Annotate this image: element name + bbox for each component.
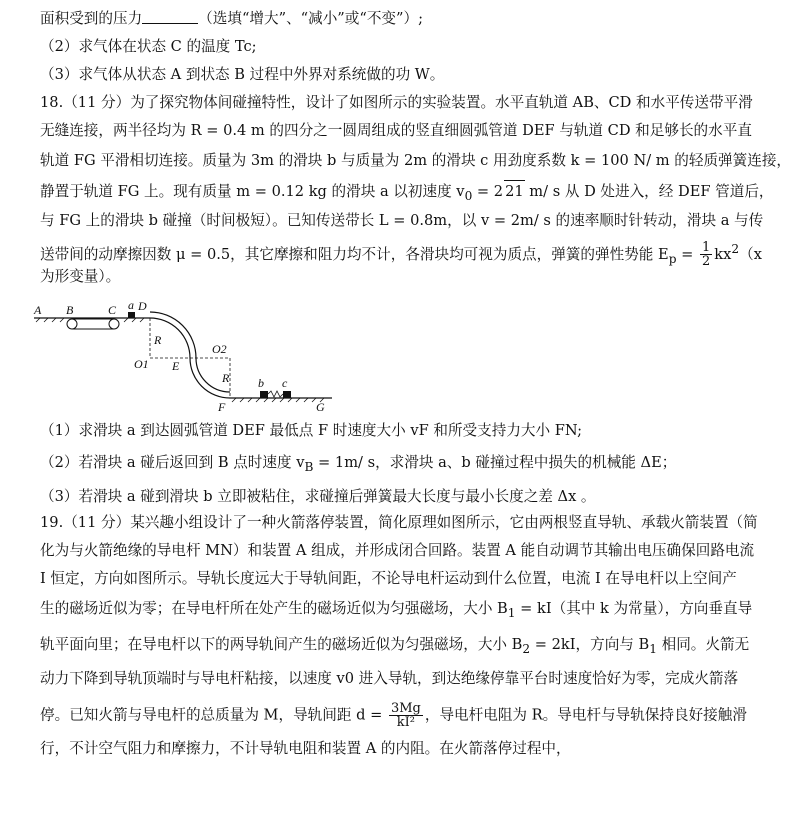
slider-a	[128, 312, 135, 318]
label-E: E	[172, 359, 180, 373]
text: 停。已知火箭与导电杆的总质量为 M，导轨间距 d =	[40, 706, 387, 724]
label-F: F	[218, 400, 226, 414]
sub-question: （3）若滑块 a 碰到滑块 b 立即被粘住，求碰撞后弹簧最大长度与最小长度之差 Δx 。	[40, 488, 596, 505]
question-18-line	[40, 238, 762, 270]
question-18-line: 无缝连接，两半径均为 R = 0.4 m 的四分之一圆周组成的竖直细圆弧管道 DEF 与轨道 CD 和足够长的水平直	[40, 122, 752, 139]
text-line	[40, 8, 423, 30]
question-19-line: 行，不计空气阻力和摩擦力，不计导轨电阻和装置 A 的内阻。在火箭落停过程中，	[40, 740, 571, 757]
question-18-line: 与 FG 上的滑块 b 碰撞（时间极短）。已知传送带长 L = 0.8m，以 v = 2m/ s 的速率顺时针转动，滑块 a 与传	[40, 212, 764, 229]
subscript: 1	[649, 641, 657, 656]
text: （x	[739, 245, 762, 263]
question-19-line	[40, 634, 749, 660]
subscript: p	[668, 251, 677, 266]
text: =	[676, 245, 699, 263]
sub-question	[40, 452, 676, 478]
numerator: 3Mg	[390, 701, 421, 716]
question-18-line: 轨道 FG 平滑相切连接。质量为 3m 的滑块 b 与质量为 2m 的滑块 c 用劲度系数 k = 100 N/ m 的轻质弹簧连接，	[40, 152, 791, 169]
question-19-line: I 恒定，方向如图所示。导轨长度远大于导轨间距，不论导电杆运动到什么位置，电流 I 在导电杆以上空间产	[40, 570, 737, 587]
slider-b	[260, 391, 268, 398]
text: 静置于轨道 FG 上。现有质量 m = 0.12 kg 的滑块 a 以初速度 v	[40, 183, 465, 200]
question-19-line	[40, 702, 747, 729]
text: = 1m/ s，求滑块 a、b 碰撞过程中损失的机械能 ΔE；	[313, 454, 677, 471]
label-a: a	[128, 298, 134, 312]
answer-blank[interactable]	[142, 9, 198, 24]
fraction	[700, 241, 712, 268]
text: 生的磁场近似为零；在导电杆所在处产生的磁场近似为匀强磁场，大小 B	[40, 600, 508, 617]
subscript: 1	[507, 605, 516, 620]
text-line: （2）求气体在状态 C 的温度 Tc;	[40, 38, 257, 55]
label-R: R	[154, 333, 162, 347]
text: （2）若滑块 a 碰后返回到 B 点时速度 v	[40, 454, 305, 471]
text: = kI（其中 k 为常量），方向垂直导	[515, 600, 753, 617]
text: = 2kI，方向与 B	[530, 636, 650, 653]
text: = 2	[472, 183, 504, 200]
question-19-line	[40, 598, 752, 624]
sqrt: 21	[504, 180, 525, 203]
label-b: b	[258, 376, 264, 390]
question-19-line: 动力下降到导轨顶端时与导电杆粘接，以速度 v0 进入导轨，到达绝缘停靠平台时速度恰好为零，完成火箭落	[40, 670, 739, 687]
label-G: G	[316, 400, 325, 414]
question-18-line	[40, 180, 774, 207]
text: kx	[714, 245, 732, 263]
label-B: B	[66, 303, 74, 317]
label-A: A	[34, 303, 42, 317]
superscript: 2	[731, 242, 740, 256]
text: （选填“增大”、“减小”或“不变”）;	[198, 10, 423, 27]
fraction	[389, 702, 423, 729]
label-c: c	[282, 376, 288, 390]
text: m/ s 从 D 处进入，经 DEF 管道后，	[524, 183, 774, 200]
slider-c	[283, 391, 291, 398]
denominator: kI²	[396, 715, 416, 730]
question-19-line: 化为与火箭绝缘的导电杆 MN）和装置 A 组成，并形成闭合回路。装置 A 能自动调节其输出电压确保回路电流	[40, 542, 755, 559]
text: 轨平面向里；在导电杆以下的两导轨间产生的磁场近似为匀强磁场，大小 B	[40, 636, 523, 653]
label-O2: O2	[212, 342, 227, 356]
sub-question: （1）求滑块 a 到达圆弧管道 DEF 最低点 F 时速度大小 vF 和所受支持力大小 FN;	[40, 422, 583, 439]
text: 送带间的动摩擦因数 μ = 0.5，其它摩擦和阻力均不计，各滑块均可视为质点，弹簧的弹性势能 E	[40, 245, 669, 263]
question-18-line: 18.（11 分）为了探究物体间碰撞特性，设计了如图所示的实验装置。水平直轨道 AB、CD 和水平传送带平滑	[40, 94, 753, 111]
subscript: B	[304, 459, 314, 474]
label-R: R	[222, 371, 230, 385]
subscript: 0	[464, 188, 473, 203]
label-O1: O1	[134, 357, 149, 371]
question-18-line: 为形变量）。	[40, 268, 121, 285]
text-line: （3）求气体从状态 A 到状态 B 过程中外界对系统做的功 W。	[40, 66, 445, 83]
text: 面积受到的压力	[40, 10, 143, 27]
text: ，导电杆电阻为 R。导电杆与导轨保持良好接触滑	[424, 706, 747, 724]
label-D: D	[138, 299, 147, 313]
apparatus-diagram	[32, 298, 352, 416]
subscript: 2	[522, 641, 531, 656]
text: 相同。火箭无	[656, 636, 750, 653]
numerator: 1	[702, 240, 711, 256]
spring	[268, 391, 283, 397]
denominator: 2	[702, 254, 711, 270]
label-C: C	[108, 303, 117, 317]
question-19-line: 19.（11 分）某兴趣小组设计了一种火箭落停装置，简化原理如图所示，它由两根竖直导轨、承载火箭装置（简	[40, 514, 758, 531]
